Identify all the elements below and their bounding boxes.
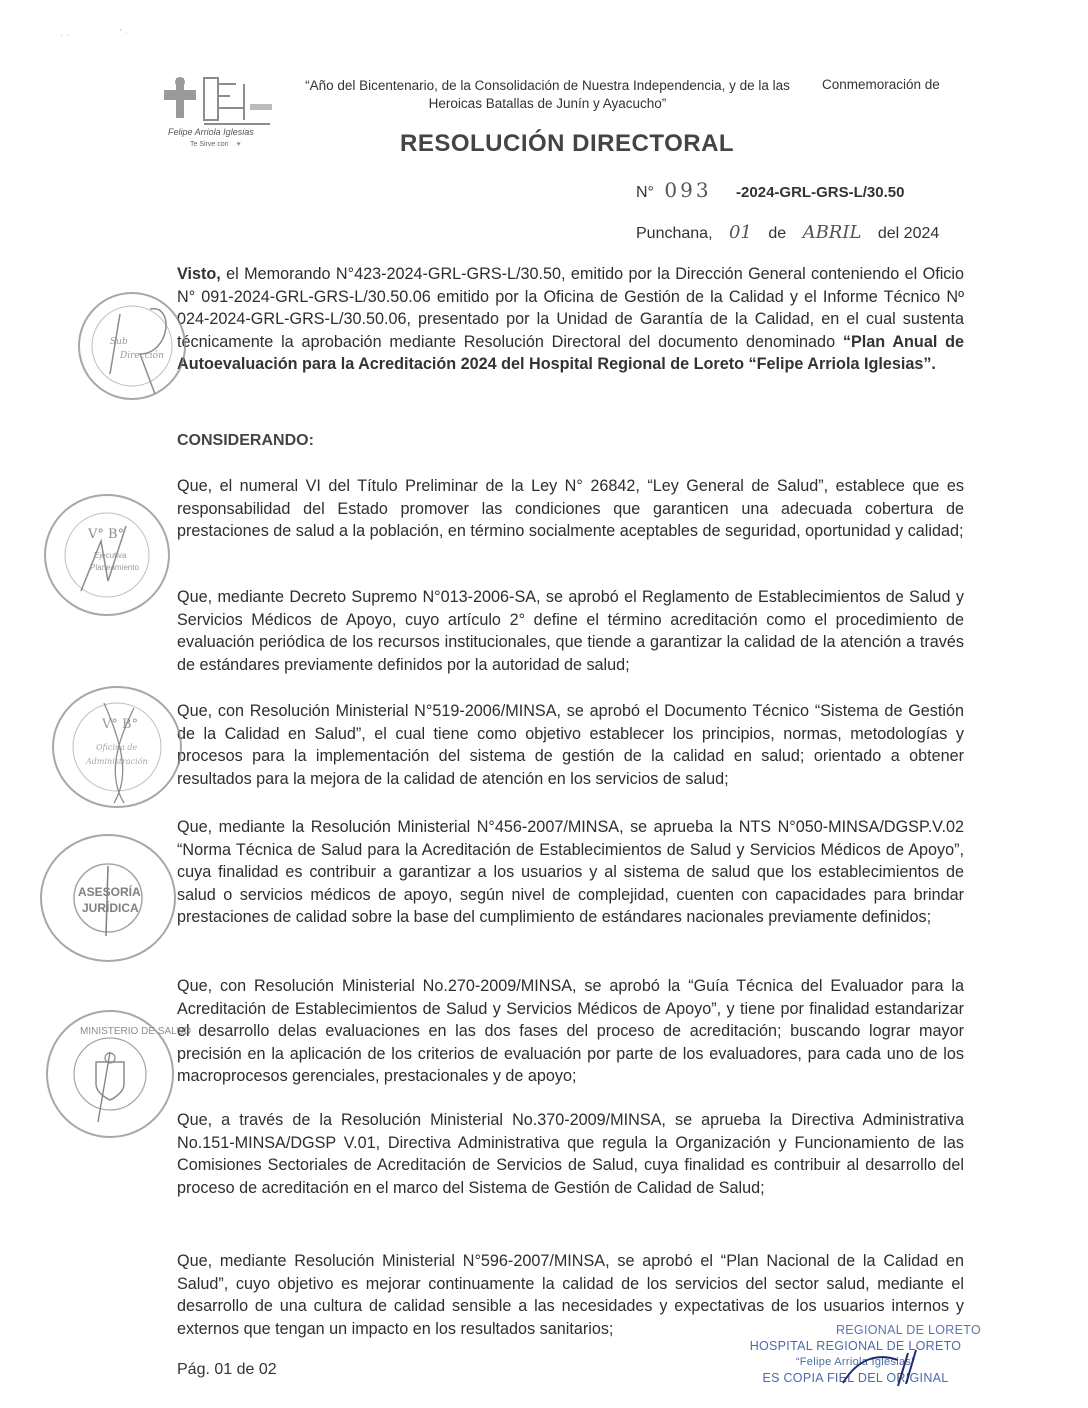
copy-stamp-line: “Felipe Arriola Iglesias”	[795, 1356, 916, 1368]
document-title: RESOLUCIÓN DIRECTORAL	[400, 130, 735, 157]
heart-icon: ♥	[236, 141, 241, 148]
visto-paragraph	[177, 263, 964, 376]
signature-icon	[42, 836, 174, 960]
handwritten-day: 01	[728, 222, 752, 243]
svg-text:Oficina de: Oficina de	[96, 743, 138, 752]
handwritten-month: ABRIL	[802, 222, 862, 243]
svg-text:Sub: Sub	[110, 337, 128, 347]
resolution-date	[636, 222, 939, 243]
date-place: Punchana,	[636, 225, 713, 242]
certified-copy-stamp	[718, 1322, 993, 1386]
coat-of-arms-icon	[48, 1012, 192, 1136]
signature-icon	[80, 294, 184, 398]
number-prefix: N°	[636, 184, 654, 201]
year-motto: “Año del Bicentenario, de la Consolidación de Nuestra Independencia, y de la las Heroicas Batallas de Junín y Ayacucho”	[305, 78, 790, 111]
scan-speck: ' ·	[120, 28, 129, 39]
logo-name: Felipe Arriola Iglesias	[168, 127, 254, 137]
date-de: de	[768, 225, 787, 242]
copy-stamp-line: HOSPITAL REGIONAL DE LORETO	[749, 1339, 962, 1353]
copy-stamp-line: ES COPIA FIEL DEL ORIGINAL	[762, 1371, 949, 1385]
cross-logo-icon	[160, 74, 280, 130]
scan-speck: · ·	[60, 30, 70, 41]
svg-text:Ejecutiva: Ejecutiva	[94, 551, 127, 560]
year-motto-continuation: Conmemoración de	[822, 77, 940, 92]
svg-text:Administración: Administración	[86, 757, 148, 766]
administracion-stamp	[52, 686, 182, 808]
considerando-paragraph: Que, con Resolución Ministerial N°519-2006/MINSA, se aprobó el Documento Técnico “Sistema de Gestión de la Calidad en Salud”, el cual tiene como objetivo establecer los principios, normas, metodologías y procesos para la implementación del sistema de gestión de la calidad en salud; orientado a obtener resultados para la mejora de la calidad de atención en los servicios de salud;	[177, 702, 964, 788]
copy-stamp-line: REGIONAL DE LORETO	[835, 1323, 981, 1337]
considerando-paragraph: Que, con Resolución Ministerial No.270-2009/MINSA, se aprobó la “Guía Técnica del Evaluador para la Acreditación de Establecimientos de Salud y Servicios Médicos de Apoyo”, y tiene por finalidad estandarizar el desarrollo delas evaluaciones en las dos fases del proceso de acreditación; buscando lograr mayor precisión en la aplicación de los criterios de evaluación por parte de los evaluadores, para cada uno de los macroprocesos gerenciales, prestacionales y de apoyo;	[177, 977, 964, 1086]
planeamiento-stamp	[44, 494, 170, 616]
visto-text: el Memorando N°423-2024-GRL-GRS-L/30.50, emitido por la Dirección General conteniendo el Oficio N° 091-2024-GRL-GRS-L/30.50.06 emitido por la Oficina de Gestión de la Calidad y el Informe Técnico Nº 024-2024-GRL-GRS-L/30.50.06, presentado por la Unidad de Garantía de la Calidad, en el cual sustenta técnicamente la aprobación mediante Resolución Directoral del documento denominado	[177, 265, 964, 351]
asesoria-juridica-stamp	[40, 834, 176, 962]
considerando-paragraph: Que, el numeral VI del Título Preliminar de la Ley N° 26842, “Ley General de Salud”, establece que es responsabilidad del Estado promover las condiciones que garanticen una adecuada cobertura de prestaciones de salud a la población, en término socialmente aceptables de seguridad, oportunidad y calidad;	[177, 477, 964, 541]
resolution-code: -2024-GRL-GRS-L/30.50	[736, 184, 905, 201]
date-year: del 2024	[877, 225, 940, 242]
svg-text:JURÍDICA: JURÍDICA	[82, 901, 139, 915]
considerando-paragraph: Que, mediante Resolución Ministerial N°596-2007/MINSA, se aprobó el “Plan Nacional de la Calidad en Salud”, cuyo objetivo es mejorar continuamente la calidad de los servicios del sector salud, mediante el desarrollo de una cultura de calidad sensible a las necesidades y expectativas de los usuarios internos y externos que tengan un impacto en los resultados sanitarios;	[177, 1252, 964, 1338]
plan-title: “Plan Anual de Autoevaluación para la Acreditación 2024 del Hospital Regional de Loreto “Felipe Arriola Iglesias”.	[177, 332, 964, 374]
logo-tagline	[190, 141, 241, 148]
page-number: Pág. 01 de 02	[177, 1361, 277, 1378]
signature-icon	[54, 688, 180, 806]
considerando-paragraph: Que, mediante Decreto Supremo N°013-2006-SA, se aprobó el Reglamento de Establecimientos de Salud y Servicios Médicos de Apoyo, cuyo artículo 2° define el término acreditación como el procedimiento de evaluación periódica de los recursos institucionales, que tiende a garantizar la calidad de la atención a través de estándares previamente definidos por la autoridad de salud;	[177, 588, 964, 674]
gestion-calidad-stamp	[46, 1010, 192, 1138]
svg-text:Planeamiento: Planeamiento	[90, 563, 139, 572]
considerando-heading: CONSIDERANDO:	[177, 432, 314, 449]
svg-text:ASESORÍA: ASESORÍA	[78, 885, 141, 899]
handwritten-number: 093	[664, 178, 712, 202]
svg-text:Dirección: Dirección	[120, 351, 164, 361]
resolution-number	[636, 178, 904, 202]
considerando-paragraph: Que, a través de la Resolución Ministerial No.370-2009/MINSA, se aprueba la Directiva Administrativa No.151-MINSA/DGSP V.01, Directiva Administrativa que regula la Organización y Funcionamiento de las Comisiones Sectoriales de Acreditación de Servicios de Salud, cuya finalidad es contribuir al desarrollo del proceso de acreditación en el marco del Sistema de Gestión de Calidad de Salud;	[177, 1111, 964, 1197]
signature-icon	[838, 1348, 938, 1388]
considerando-paragraph: Que, mediante la Resolución Ministerial N°456-2007/MINSA, se aprueba la NTS N°050-MINSA/DGSP.V.02 “Norma Técnica de Salud para la Acreditación de Establecimientos de Salud y Servicios Médicos de Apoyo”, cuya finalidad es contribuir a garantizar a los usuarios y al sistema de salud que los establecimientos de salud o servicios médicos de apoyo, según nivel de complejidad, cuenten con capacidades para brindar prestaciones de calidad sobre la base del cumplimiento de estándares nacionales previamente definidos;	[177, 818, 964, 927]
visto-lead: Visto,	[177, 265, 221, 283]
signature-icon	[46, 496, 168, 614]
svg-text:MINISTERIO DE SALUD: MINISTERIO DE SALUD	[80, 1026, 192, 1037]
svg-text:V° B°: V° B°	[88, 527, 125, 542]
svg-text:V° B°: V° B°	[102, 717, 139, 732]
logo-tagline-text: Te Sirve con	[190, 141, 229, 148]
direccion-stamp	[78, 292, 186, 400]
